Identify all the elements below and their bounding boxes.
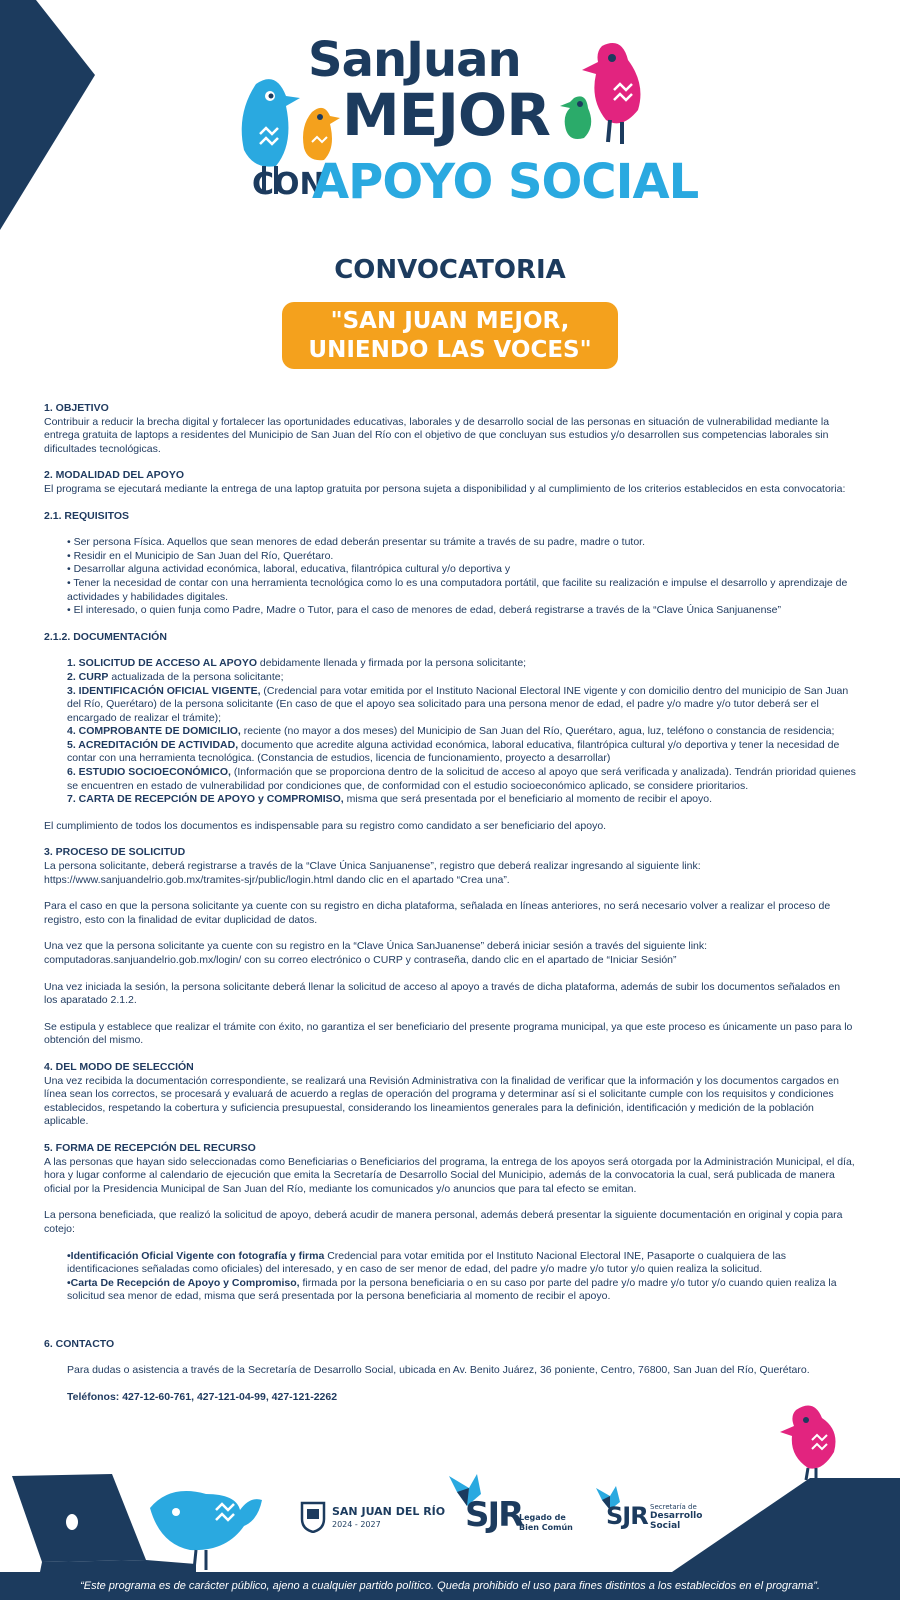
green-bird-icon (556, 92, 596, 152)
logo-san-juan-del-rio-text: SAN JUAN DEL RÍO (332, 1505, 446, 1518)
logo-line-apoyo-social: APOYO SOCIAL (312, 154, 699, 210)
san-juan-mejor-logo (230, 30, 699, 230)
requisito-item: • Residir en el Municipio de San Juan del Río, Querétaro. (67, 549, 334, 562)
logo-secretaria-line-3: Social (650, 1521, 681, 1531)
documento-item: 4. COMPROBANTE DE DOMICILIO, reciente (no mayor a dos meses) del Municipio de San Juan del Río, Querétaro, agua, luz, teléfono o constancia de residencia; (67, 725, 835, 738)
section-heading-requisitos: 2.1. REQUISITOS (44, 509, 129, 522)
section-heading-proceso: 3. PROCESO DE SOLICITUD (44, 846, 186, 859)
registro-link-text[interactable]: https://www.sanjuandelrio.gob.mx/tramites-sjr/public/login.html dando clic en el apartado “Crea una”. (44, 873, 510, 886)
footer-disclaimer: “Este programa es de carácter público, ajeno a cualquier partido político. Queda prohibido el uso para fines distintos a los establecidos en el programa”. (0, 1572, 900, 1600)
magenta-bird-footer-icon (780, 1406, 836, 1481)
subtitle-line-1: "SAN JUAN MEJOR, (330, 307, 570, 334)
login-link-text[interactable]: computadoras.sanjuandelrio.gob.mx/login/ con su correo electrónico o CURP y contraseña, dando clic en el apartado de “Iniciar Sesión” (44, 954, 677, 966)
requisito-item: • Desarrollar alguna actividad económica, laboral, educativa, filantrópica cultural y/o deportiva y (67, 563, 511, 576)
section-text-modalidad: El programa se ejecutará mediante la entrega de una laptop gratuita por persona sujeta a disponibilidad y al cumplimiento de los criterios establecidos en esta convocatoria: (44, 482, 846, 495)
section-heading-modalidad: 2. MODALIDAD DEL APOYO (44, 469, 185, 482)
recepcion-document-item: •Carta De Recepción de Apoyo y Compromiso, firmada por la persona beneficiaria o en su caso por parte del padre y/o madre y/o tutor y/o cuando quien realiza la solicitud sea menor de edad, misma que será presentada por la persona beneficiaria al momento de recibir el apoyo. (67, 1276, 837, 1303)
subtitle-banner (282, 302, 618, 369)
section-heading-recepcion: 5. FORMA DE RECEPCIÓN DEL RECURSO (44, 1141, 256, 1154)
section-text-recepcion-2: La persona beneficiada, que realizó la solicitud de apoyo, deberá acudir de manera personal, además deberá presentar la siguiente documentación en original y copia para cotejo: (44, 1209, 843, 1235)
requisito-item: • Ser persona Física. Aquellos que sean menores de edad deberán presentar su trámite a través de su padre, madre o tutor. (67, 536, 646, 549)
logo-line-mejor: MEJOR (342, 81, 550, 149)
documento-item: 5. ACREDITACIÓN DE ACTIVIDAD, documento que acredite alguna actividad económica, laboral educativa, filantrópica cultural y/o deportiva y tener la necesidad de contar con una herramienta tecnológica. (Constancia de estudios, licencia de funcionamiento, proyecto a desarrollar) (67, 738, 840, 765)
requisito-item: • Tener la necesidad de contar con una herramienta tecnológica como lo es una computadora portátil, que facilite su realización e impulse el desarrollo y aprendizaje de actividades y habilidades digitales. (67, 576, 848, 603)
section-text-seleccion: Una vez recibida la documentación correspondiente, se realizará una Revisión Administrativa con la finalidad de verificar que la información y los documentos cargados en línea sean los correctos, se procesará y evaluará de acuerdo a reglas de operación del programa y determinar así si el solicitante cumple con los requisitos y condiciones establecidos, respetando la cobertura y suficiencia presupuestal, considerando los lineamientos generales para la definición, identificación y medición de la población aplicable. (44, 1074, 839, 1128)
logo-legado-line-1: Legado de (519, 1513, 566, 1522)
logo-sjr-small-mark: SJR (606, 1502, 648, 1530)
contacto-address: Para dudas o asistencia a través de la Secretaría de Desarrollo Social, ubicada en Av. Benito Juárez, 36 poniente, Centro, 76800, San Juan del Río, Querétaro. (67, 1364, 810, 1377)
documentacion-note: El cumplimiento de todos los documentos es indispensable para su registro como candidato a ser beneficiario del apoyo. (44, 819, 607, 832)
contacto-phones: Teléfonos: 427-12-60-761, 427-121-04-99, 427-121-2262 (67, 1391, 338, 1404)
section-heading-objetivo: 1. OBJETIVO (44, 402, 109, 414)
section-heading-contacto: 6. CONTACTO (44, 1337, 115, 1350)
laptop-icon (12, 1474, 146, 1562)
municipal-shield-icon (300, 1501, 326, 1533)
logo-line-con: CON (252, 167, 325, 202)
sjr-legado-logo (447, 1472, 577, 1542)
cyan-bird-icon (150, 1491, 262, 1570)
recepcion-document-item: •Identificación Oficial Vigente con fotografía y firma Credencial para votar emitida por el Instituto Nacional Electoral INE, Pasaporte o cualquiera de las identificaciones señaladas como oficiales) del interesado, y en caso de ser menor de edad, del padre y/o madre y/o tutor y/o quien realiza la solicitud. (67, 1249, 786, 1276)
documento-item: 7. CARTA DE RECEPCIÓN DE APOYO y COMPROMISO, misma que será presentada por el beneficiario al momento de recibir el apoyo. (67, 793, 713, 806)
documento-item: 1. SOLICITUD DE ACCESO AL APOYO debidamente llenada y firmada por la persona solicitante; (67, 657, 527, 670)
subtitle-line-2: UNIENDO LAS VOCES" (308, 336, 592, 363)
section-heading-documentacion: 2.1.2. DOCUMENTACIÓN (44, 630, 167, 643)
proceso-paragraph: Para el caso en que la persona solicitante ya cuente con su registro en dicha plataforma, señalada en líneas anteriores, no será necesario volver a realizar el proceso de registro, esto con la finalidad de evitar duplicidad de datos. (44, 900, 831, 926)
page-title: CONVOCATORIA (334, 255, 566, 285)
requisito-item: • El interesado, o quien funja como Padre, Madre o Tutor, para el caso de menores de edad, deberá registrarse a través de la “Clave Única Sanjuanense” (67, 604, 782, 617)
section-heading-seleccion: 4. DEL MODO DE SELECCIÓN (44, 1060, 194, 1073)
logo-secretaria-line-1: Secretaría de (650, 1503, 697, 1511)
convocatoria-body (44, 402, 856, 1405)
documento-item: 6. ESTUDIO SOCIOECONÓMICO, (Información que se proporciona dentro de la solicitud de acceso al apoyo que será verificada y analizada). Tendrán prioridad quienes se encuentren en estado de vulnerabilidad por condiciones que, de conformidad con el estudio socioeconómico aplicado, se considere prioritarios. (67, 766, 856, 792)
proceso-paragraph: Se estipula y establece que realizar el trámite con éxito, no garantiza el ser beneficiario del presente programa municipal, ya que este proceso es únicamente un paso para lo obtención del mismo. (44, 1020, 853, 1047)
desarrollo-social-logo (594, 1484, 714, 1539)
logo-sjr-mark: SJR (465, 1495, 523, 1535)
logo-secretaria-line-2: Desarrollo (650, 1511, 703, 1521)
logo-legado-line-2: Bien Común (519, 1523, 573, 1532)
logo-years-text: 2024 - 2027 (332, 1520, 381, 1529)
proceso-paragraph: La persona solicitante, deberá registrarse a través de la “Clave Única Sanjuanense”, registro que deberá realizar ingresando al siguiente link: (44, 860, 701, 873)
section-text-objetivo: Contribuir a reducir la brecha digital y fortalecer las oportunidades educativas, laborales y de desarrollo social de las personas en situación de vulnerabilidad mediante la entrega gratuita de laptops a residentes del Municipio de San Juan del Río con el objetivo de que concluyan sus estudios y/o desarrollen sus competencias laborales sin dificultades tecnológicas. (44, 415, 830, 455)
proceso-paragraph: Una vez que la persona solicitante ya cuente con su registro en la “Clave Única SanJuanense” deberá iniciar sesión a través del siguiente link: (44, 940, 708, 953)
proceso-paragraph: Una vez iniciada la sesión, la persona solicitante deberá llenar la solicitud de acceso al apoyo a través de dicha plataforma, además de subir los documentos señalados en los aparatado 2.1.2. (44, 980, 841, 1007)
documento-item: 3. IDENTIFICACIÓN OFICIAL VIGENTE, (Credencial para votar emitida por el Instituto Nacional Electoral INE vigente y con domicilio dentro del municipio de San Juan del Río, Querétaro) de la persona solicitante (En caso de que el apoyo sea solicitado para una persona menor de edad, el padre y/o madre y/o tutor deberá ser el encargado de realizar el trámite); (67, 684, 849, 724)
section-text-recepcion: A las personas que hayan sido seleccionadas como Beneficiarias o Beneficiarios del programa, la entrega de los apoyos será otorgada por la Administración Municipal, el día, hora y lugar conforme al calendario de ejecución que emita la Secretaría de Desarrollo Social del Municipio, además de la convocatoria la cual, será publicada de manera oficial por la Presidencia Municipal de San Juan del Río, mediante los comunicados y/o anuncios que para tal efecto se emitan. (44, 1155, 855, 1195)
documento-item: 2. CURP actualizada de la persona solicitante; (67, 670, 284, 683)
san-juan-del-rio-logo (300, 1501, 446, 1537)
logo-line-sanjuan: SanJuan (308, 32, 521, 88)
corner-triangle-decoration (0, 0, 100, 235)
